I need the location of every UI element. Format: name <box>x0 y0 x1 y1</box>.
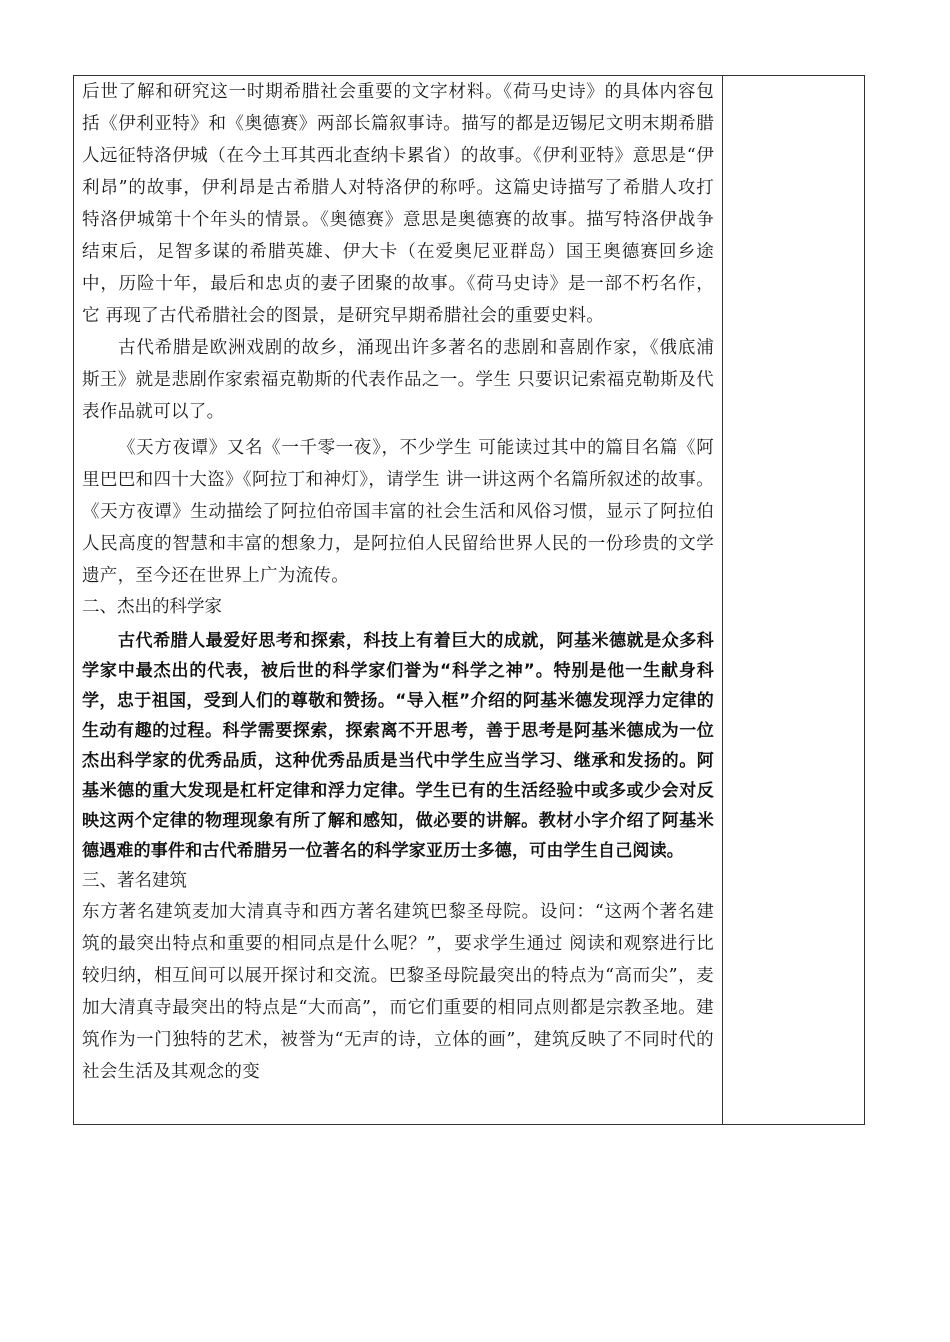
lesson-table <box>73 75 865 1125</box>
section-heading-scientists: 二、杰出的科学家 <box>82 597 222 617</box>
section-heading-architecture: 三、著名建筑 <box>82 871 187 891</box>
column-divider <box>722 76 723 1124</box>
architecture-paragraph: 东方著名建筑麦加大清真寺和西方著名建筑巴黎圣母院。设问：“这两个著名建筑的最突出特点和重要的相同点是什么呢？”，要求学生通过 阅读和观察进行比较归纳，相互间可以展开探讨和交流。巴黎圣母院最突出的特点为“高而尖”，麦加大清真寺最突出的特点是“大而高”，而它们重要的相同点则都是宗教圣地。建筑作为一门独特的艺术，被誉为“无声的诗，立体的画”，建筑反映了不同时代的社会生活及其观念的变 <box>82 902 714 1082</box>
lesson-content-cell <box>82 76 714 1088</box>
greek-drama-paragraph: 古代希腊是欧洲戏剧的故乡，涌现出许多著名的悲剧和喜剧作家，《俄底浦斯王》就是悲剧作家索福克勒斯的代表作品之一。学生 只要识记索福克勒斯及代表作品就可以了。 <box>82 338 714 422</box>
arabian-nights-paragraph: 《天方夜谭》又名《一千零一夜》，不少学生 可能读过其中的篇目名篇《阿里巴巴和四十大盗》《阿拉丁和神灯》，请学生 讲一讲这两个名篇所叙述的故事。《天方夜谭》生动描绘了阿拉伯帝国丰富的社会生活和风俗习惯，显示了阿拉伯人民高度的智慧和丰富的想象力，是阿拉伯人民留给世界人民的一份珍贵的文学遗产，至今还在世界上广为流传。 <box>82 438 714 586</box>
notes-cell <box>724 76 864 1124</box>
archimedes-paragraph: 古代希腊人最爱好思考和探索，科技上有着巨大的成就，阿基米德就是众多科学家中最杰出的代表，被后世的科学家们誉为“科学之神”。特别是他一生献身科学，忠于祖国，受到人们的尊敬和赞扬。“导入框”介绍的阿基米德发现浮力定律的生动有趣的过程。科学需要探索，探索离不开思考，善于思考是阿基米德成为一位杰出科学家的优秀品质，这种优秀品质是当代中学生应当学习、继承和发扬的。阿基米德的重大发现是杠杆定律和浮力定律。学生已有的生活经验中或多或少会对反映这两个定律的物理现象有所了解和感知，做必要的讲解。教材小字介绍了阿基米德遇难的事件和古代希腊另一位著名的科学家亚历士多德，可由学生自己阅读。 <box>82 631 714 861</box>
homer-epics-paragraph: 后世了解和研究这一时期希腊社会重要的文字材料。《荷马史诗》的具体内容包括《伊利亚特》和《奥德赛》两部长篇叙事诗。描写的都是迈锡尼文明末期希腊人远征特洛伊城（在今土耳其西北查纳卡累省）的故事。《伊利亚特》意思是“伊利昂”的故事，伊利昂是古希腊人对特洛伊的称呼。这篇史诗描写了希腊人攻打特洛伊城第十个年头的情景。《奥德赛》意思是奥德赛的故事。描写特洛伊战争结束后，足智多谋的希腊英雄、伊大卡（在爱奥尼亚群岛）国王奥德赛回乡途中，历险十年，最后和忠贞的妻子团聚的故事。《荷马史诗》是一部不朽名作，它 再现了古代希腊社会的图景，是研究早期希腊社会的重要史料。 <box>82 82 714 326</box>
